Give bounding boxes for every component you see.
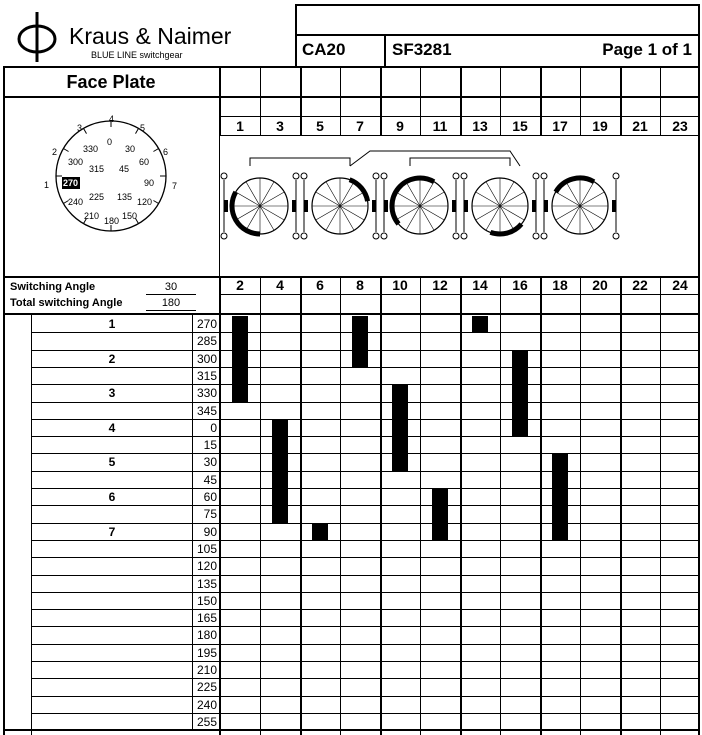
top-terminal-number: 5 [316,118,324,134]
step-angle: 195 [196,646,217,660]
dial-position: 1 [44,180,50,190]
model-label: CA20 [302,40,346,59]
step-angle: 30 [203,455,217,469]
top-terminal-number: 1 [236,118,244,134]
table-row-line [31,384,700,385]
table-row-line [31,730,700,731]
bottom-terminal-number: 12 [432,277,448,293]
dial-angle: 0 [107,137,113,147]
closed-contact-bar [472,316,488,332]
table-row-line [31,367,700,368]
dial-position: 2 [52,147,58,157]
table-row-line [31,402,700,403]
switching-angle-label: Switching Angle [10,281,96,293]
table-row-line [31,488,700,489]
dial-angle: 270 [63,178,79,188]
dial-angle: 225 [89,192,105,202]
total-switching-angle-label: Total switching Angle [10,297,123,309]
step-number: 1 [108,317,116,331]
step-angle: 330 [196,386,217,400]
table-row-line [31,609,700,610]
brand-name: Kraus & Naimer [69,23,232,49]
dial-angle: 120 [137,197,153,207]
dial-angle: 240 [68,197,84,207]
bottom-terminal-number: 20 [592,277,608,293]
top-terminal-number: 9 [396,118,404,134]
step-angle: 75 [203,507,217,521]
dial-angle: 300 [68,157,84,167]
table-row-line [31,661,700,662]
bottom-terminal-number: 4 [276,277,284,293]
closed-contact-bar [432,489,448,540]
bottom-terminal-number: 10 [392,277,408,293]
table-row-line [31,592,700,593]
bottom-terminal-number: 18 [552,277,568,293]
dial-angle: 90 [144,178,155,188]
faceplate-title: Face Plate [66,72,156,92]
closed-contact-bar [392,385,408,471]
table-col-step-left [31,313,32,735]
table-row-line [31,419,700,420]
step-angle: 240 [196,698,217,712]
table-row-line [31,696,700,697]
closed-contact-bar [272,420,288,523]
step-angle: 135 [196,577,217,591]
closed-contact-bar [312,524,328,540]
step-angle: 315 [196,369,217,383]
bottom-terminal-number: 22 [632,277,648,293]
bottom-terminal-number: 8 [356,277,364,293]
top-terminal-number: 3 [276,118,284,134]
table-row-line [31,713,700,714]
dial-angle: 330 [83,144,99,154]
table-row-line [31,626,700,627]
step-angle: 150 [196,594,217,608]
table-row-line [31,644,700,645]
step-number: 3 [108,386,116,400]
step-number: 6 [108,490,116,504]
dial-angle: 30 [125,144,136,154]
step-number: 2 [108,352,116,366]
step-angle: 90 [203,525,217,539]
step-angle: 255 [196,715,217,729]
step-angle: 270 [196,317,217,331]
top-terminal-number: 23 [672,118,688,134]
table-row-line [31,678,700,679]
table-row-line [31,471,700,472]
step-angle: 15 [203,438,217,452]
grid-row-line [220,116,700,117]
dial-angle: 45 [119,164,130,174]
total-switching-angle-value: 180 [161,297,181,309]
dial-angle: 135 [117,192,133,202]
step-number: 5 [108,455,116,469]
top-terminal-number: 11 [432,118,448,134]
bottom-terminal-number: 2 [236,277,244,293]
grid-row-line [220,96,700,97]
step-angle: 60 [203,490,217,504]
step-angle: 285 [196,334,217,348]
grid-row-line [220,294,700,295]
contact-diagram [220,136,698,276]
closed-contact-bar [232,316,248,402]
dial-position: 7 [172,181,178,191]
step-number: 4 [108,421,116,435]
table-row-line [31,540,700,541]
step-angle: 120 [196,559,217,573]
top-terminal-number: 15 [512,118,528,134]
page-label: Page 1 of 1 [602,40,692,59]
brand-tagline: BLUE LINE switchgear [91,50,183,60]
table-row-line [31,436,700,437]
step-angle: 225 [196,680,217,694]
closed-contact-bar [352,316,368,367]
top-terminal-number: 13 [472,118,488,134]
dial-angle: 315 [89,164,105,174]
step-angle: 210 [196,663,217,677]
step-angle: 105 [196,542,217,556]
dial-position: 3 [77,123,83,133]
table-top-line [3,313,700,315]
bottom-terminal-number: 24 [672,277,688,293]
step-angle: 180 [196,628,217,642]
closed-contact-bar [552,454,568,540]
bottom-terminal-number: 16 [512,277,528,293]
table-row-line [31,453,700,454]
closed-contact-bar [512,351,528,437]
step-angle: 45 [203,473,217,487]
dial-angle: 210 [84,211,100,221]
top-terminal-number: 19 [592,118,608,134]
switching-angle-value: 30 [164,281,178,293]
dial-position: 5 [140,123,146,133]
bottom-terminal-number: 6 [316,277,324,293]
dial-angle: 60 [139,157,150,167]
step-angle: 300 [196,352,217,366]
table-row-line [31,557,700,558]
bottom-terminal-number: 14 [472,277,488,293]
top-terminal-number: 21 [632,118,648,134]
top-terminal-number: 17 [552,118,568,134]
top-terminal-number: 7 [356,118,364,134]
step-angle: 165 [196,611,217,625]
dial-position: 4 [109,114,115,124]
table-row-line [31,523,700,524]
table-row-line [31,505,700,506]
step-angle: 345 [196,404,217,418]
dial-angle: 180 [104,216,120,226]
table-row-line [31,575,700,576]
code-label: SF3281 [392,40,452,59]
contact-diagram-background [220,136,698,276]
dial-angle: 150 [122,211,138,221]
step-number: 7 [108,525,116,539]
dial-position: 6 [163,147,169,157]
step-angle: 0 [210,421,217,435]
